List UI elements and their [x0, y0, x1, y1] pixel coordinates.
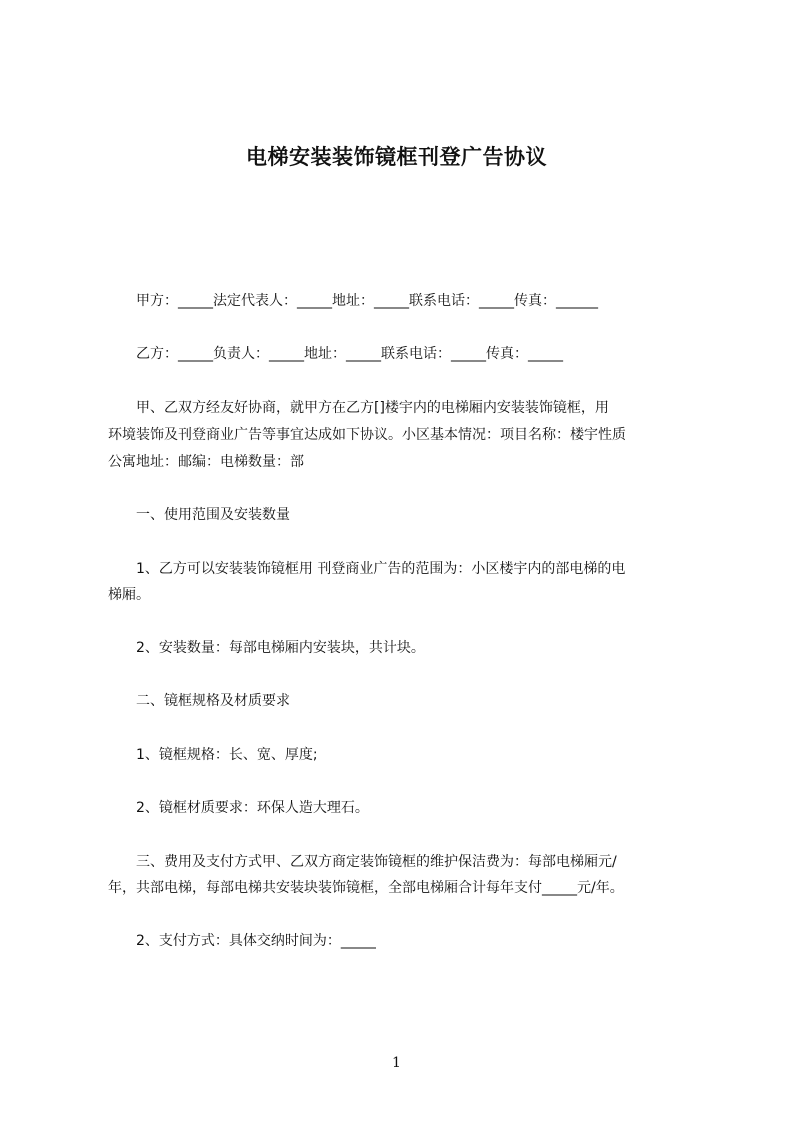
section-1-item-1-line-1: 1、乙方可以安装装饰镜框用 刊登商业广告的范围为：小区楼宇内的部电梯的电: [136, 561, 626, 577]
intro-line-3: 公寓地址：邮编：电梯数量：部: [108, 454, 304, 470]
intro-line-2: 环境装饰及刊登商业广告等事宜达成如下协议。小区基本情况：项目名称：楼宇性质: [108, 427, 626, 443]
section-3-item-2: 2、支付方式：具体交纳时间为：_____: [136, 933, 376, 949]
section-2-item-1: 1、镜框规格：长、宽、厚度;: [136, 747, 318, 763]
section-1-item-1-line-2: 梯厢。: [108, 587, 150, 603]
section-1-heading: 一、使用范围及安装数量: [136, 507, 290, 523]
party-a-line: 甲方：_____法定代表人：_____地址：_____联系电话：_____传真：______: [136, 293, 598, 309]
section-1-item-2: 2、安装数量：每部电梯厢内安装块，共计块。: [136, 640, 425, 656]
party-b-line: 乙方：_____负责人：_____地址：_____联系电话：_____传真：_____: [136, 346, 563, 362]
page-number: 1: [392, 1055, 401, 1071]
intro-line-1: 甲、乙双方经友好协商，就甲方在乙方[]楼宇内的电梯厢内安装装饰镜框，用: [136, 400, 609, 416]
section-2-heading: 二、镜框规格及材质要求: [136, 693, 290, 709]
section-2-item-2: 2、镜框材质要求：环保人造大理石。: [136, 800, 369, 816]
document-title: 电梯安装装饰镜框刊登广告协议: [246, 145, 547, 169]
section-3-line-2: 年，共部电梯，每部电梯共安装块装饰镜框，全部电梯厢合计每年支付_____元/年。: [108, 880, 624, 896]
section-3-line-1: 三、费用及支付方式甲、乙双方商定装饰镜框的维护保洁费为：每部电梯厢元/: [136, 854, 617, 870]
